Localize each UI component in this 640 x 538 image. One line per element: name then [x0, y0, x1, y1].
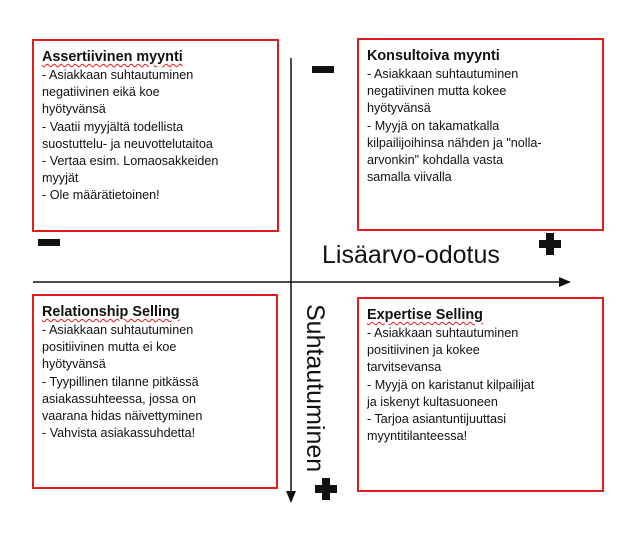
vertical-axis-label: Suhtautuminen [301, 304, 329, 473]
quadrant-title: Relationship Selling [42, 304, 180, 320]
quadrant-text-line: hyötyvänsä [367, 101, 431, 116]
horizontal-axis-label: Lisäarvo-odotus [322, 241, 500, 269]
quadrant-title: Konsultoiva myynti [367, 48, 500, 64]
quadrant-text-line: - Myyjä on karistanut kilpailijat [367, 377, 535, 392]
quadrant-text-line: - Asiakkaan suhtautuminen [367, 67, 519, 81]
quadrant-text-line: - Vahvista asiakassuhdetta! [42, 426, 196, 441]
quadrant-text-line: - Tyypillinen tilanne pitkässä [42, 374, 199, 389]
quadrant-text-line: hyötyvänsä [42, 357, 106, 372]
quadrant-text-line: myyjät [42, 171, 79, 186]
plus-sign-right [539, 233, 561, 255]
quadrant-text-line: tarvitsevansa [367, 360, 442, 375]
minus-sign-left [38, 239, 60, 246]
horizontal-axis-arrowhead [559, 277, 571, 287]
quadrant-text-line: - Vaatii myyjältä todellista [42, 119, 184, 134]
vertical-axis-arrowhead [286, 491, 296, 503]
plus-sign-bottom [315, 478, 337, 500]
quadrant-text-line: - Asiakkaan suhtautuminen [42, 68, 194, 82]
quadrant-text-line: kilpailijoihinsa nähden ja "nolla- [367, 135, 542, 150]
minus-sign-top [312, 66, 334, 73]
quadrant-relationship-selling [32, 294, 278, 489]
quadrant-text-line: negatiivinen eikä koe [42, 85, 160, 100]
quadrant-text-line: - Asiakkaan suhtautuminen [367, 326, 519, 340]
quadrant-text-line: samalla viivalla [367, 170, 452, 185]
quadrant-text-line: - Vertaa esim. Lomaosakkeiden [42, 154, 219, 169]
quadrant-expertise-selling [357, 297, 604, 492]
quadrant-title: Assertiivinen myynti [42, 49, 183, 65]
quadrant-text-line: arvonkin" kohdalla vasta [367, 153, 504, 168]
quadrant-text-line: - Tarjoa asiantuntijuuttasi [367, 412, 507, 427]
quadrant-consultative-selling [357, 38, 604, 231]
quadrant-assertive-selling [32, 39, 279, 232]
quadrant-text-line: vaarana hidas näivettyminen [42, 409, 203, 424]
quadrant-text-line: - Ole määrätietoinen! [42, 188, 160, 203]
quadrant-text-line: asiakassuhteessa, jossa on [42, 391, 197, 406]
quadrant-text-line: ja iskenyt kultasuoneen [367, 394, 498, 409]
quadrant-title: Expertise Selling [367, 307, 483, 323]
quadrant-text-line: hyötyvänsä [42, 102, 106, 117]
quadrant-text-line: - Asiakkaan suhtautuminen [42, 323, 194, 337]
quadrant-text-line: - Myyjä on takamatkalla [367, 118, 500, 133]
quadrant-text-line: negatiivinen mutta kokee [367, 84, 507, 99]
quadrant-text-line: suostuttelu- ja neuvottelutaitoa [42, 136, 213, 151]
quadrant-text-line: myyntitilanteessa! [367, 429, 468, 444]
quadrant-text-line: positiivinen mutta ei koe [42, 340, 177, 355]
quadrant-text-line: positiivinen ja kokee [367, 343, 480, 358]
